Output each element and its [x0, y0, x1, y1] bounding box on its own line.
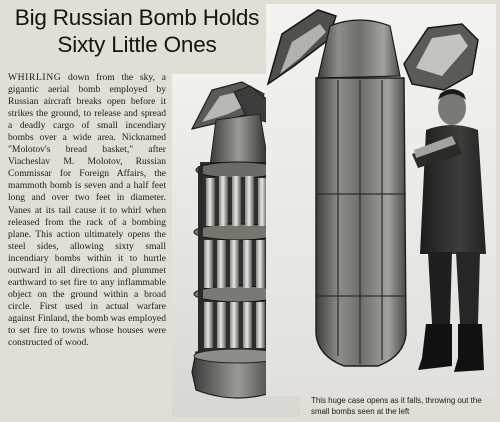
headline-line-2: Sixty Little Ones — [57, 32, 217, 57]
bomb-nose — [210, 114, 268, 166]
article-lead-in: WHIRLING — [8, 72, 62, 83]
bomb-case-body — [316, 78, 406, 366]
soldier-boot-right — [454, 324, 484, 372]
soldier-leg-right — [456, 252, 480, 324]
headline-line-1: Big Russian Bomb Holds — [14, 5, 260, 30]
article-text: down from the sky, a gigantic aerial bomb employed by Russian aircraft breaks open before it strikes the ground, to release and spread a deadly cargo of small incendiary bombs over a wide area. Nicknamed "Molotov's bread basket," after Viacheslav M. Molotov, Russian Commissar for Foreign Affairs, the mammoth bomb is seven and a half feet long and over two feet in diameter. Vanes at its tail cause it to whirl when released from the rack of a bombing plane. This action ultimately opens the steel sides, allowing sixty small incendiary bombs within it to hurtle outward in all directions and plummet earthward to set fire to any inflammable object on the ground within a broad circle. First used in actual warfare against Finland, the bomb was employed to set fire to towns whose houses were constructed of wood. — [8, 72, 166, 349]
headline — [6, 4, 268, 58]
bomb-case-with-soldier-photo — [266, 4, 496, 396]
bomb-tail-cone — [318, 20, 400, 78]
article-body — [8, 72, 166, 417]
soldier-leg-left — [428, 252, 452, 324]
photo-caption: This huge case opens as it falls, throwing out the small bombs seen at the left — [311, 396, 482, 416]
frame-rib — [198, 166, 203, 362]
